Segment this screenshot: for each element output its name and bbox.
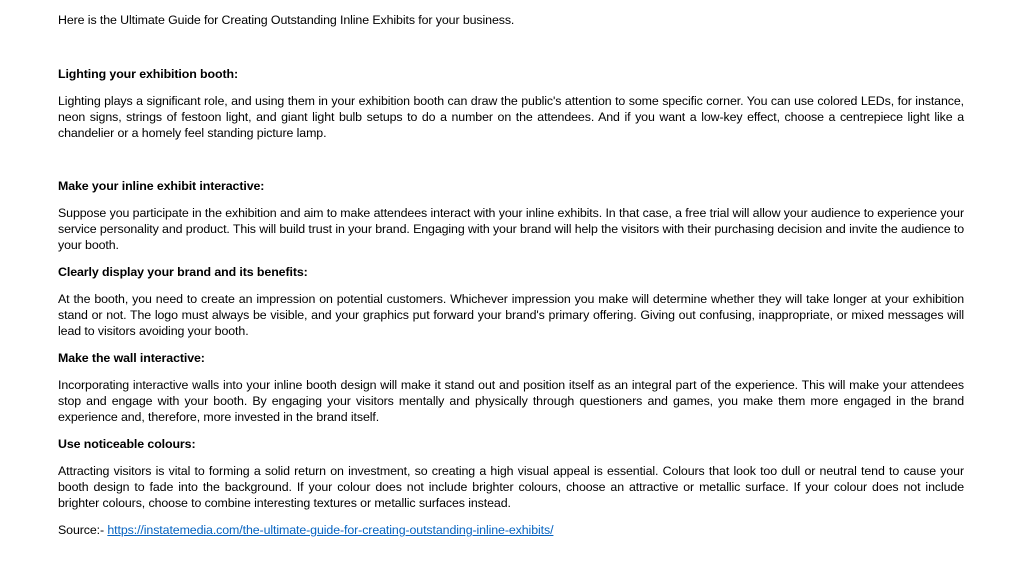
section-heading-brand-benefits: Clearly display your brand and its benefits: [58,265,308,279]
section-body-interactive-wall: Incorporating interactive walls into your inline booth design will make it stand out and position itself as an integral part of the experience. This will make your attendees stop and engage with your booth. By engaging your visitors mentally and physically through questioners and games, you make them more engaged in the brand experience and, therefore, more invested in the brand itself. [58,378,964,424]
document-page [58,12,964,538]
section-body-interactive-exhibit: Suppose you participate in the exhibition and aim to make attendees interact with your inline exhibits. In that case, a free trial will allow your audience to experience your service personality and product. This will build trust in your brand. Engaging with your brand will help the visitors with their purchasing decision and invite the audience to your booth. [58,206,964,252]
section-body-lighting: Lighting plays a significant role, and using them in your exhibition booth can draw the public's attention to some specific corner. You can use colored LEDs, for instance, neon signs, strings of festoon light, and giant light bulb setups to do a number on the attendees. And if you want a low-key effect, choose a centrepiece light like a chandelier or a homely feel standing picture lamp. [58,94,964,140]
section-heading-lighting: Lighting your exhibition booth: [58,67,238,81]
intro-text: Here is the Ultimate Guide for Creating Outstanding Inline Exhibits for your business. [58,13,515,27]
section-body-colours: Attracting visitors is vital to forming a solid return on investment, so creating a high visual appeal is essential. Colours that look too dull or neutral tend to cause your booth design to fade into the background. If your colour does not include brighter colours, choose an attractive or metallic surface. If your colour does not include brighter colours, choose to combine interesting textures or metallic surfaces instead. [58,464,964,510]
section-body-brand-benefits: At the booth, you need to create an impression on potential customers. Whichever impression you make will determine whether they will take longer at your exhibition stand or not. The logo must always be visible, and your graphics put forward your brand's primary offering. Giving out confusing, inappropriate, or mixed messages will lead to visitors avoiding your booth. [58,292,964,338]
section-heading-interactive-exhibit: Make your inline exhibit interactive: [58,179,265,193]
source-label: Source:- [58,523,108,537]
section-heading-interactive-wall: Make the wall interactive: [58,351,205,365]
section-heading-colours: Use noticeable colours: [58,437,196,451]
source-line [58,522,964,538]
source-link[interactable]: https://instatemedia.com/the-ultimate-guide-for-creating-outstanding-inline-exhibits/ [107,523,554,537]
